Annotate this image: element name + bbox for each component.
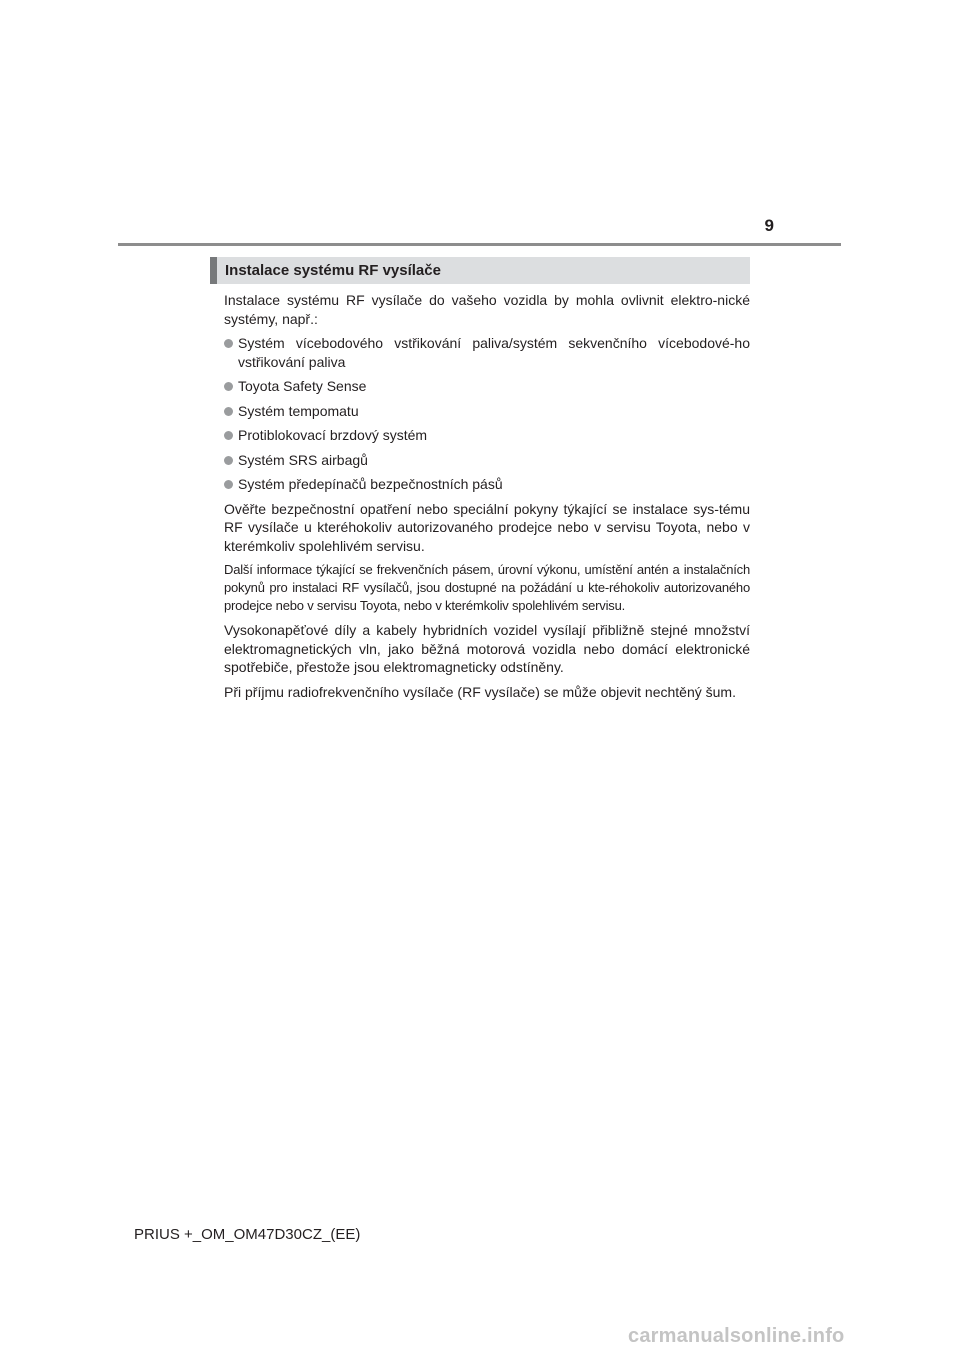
- list-item-text: Systém tempomatu: [238, 402, 359, 419]
- section-heading: [210, 257, 750, 284]
- section-content: [224, 291, 750, 707]
- list-item-text: Systém SRS airbagů: [238, 451, 368, 468]
- bullet-dot-icon: [224, 480, 233, 489]
- list-item: [224, 426, 750, 445]
- list-item-text: Protiblokovací brzdový systém: [238, 427, 428, 443]
- body-paragraph: Při příjmu radiofrekvenčního vysílače (RF vysílače) se může objevit nechtěný šum.: [224, 683, 736, 700]
- list-item: [224, 334, 750, 371]
- page-number: 9: [764, 216, 774, 235]
- body-paragraph: Ověřte bezpečnostní opatření nebo speciální pokyny týkající se instalace sys-tému RF vysílače u kteréhokoliv autorizovaného prodejce nebo v servisu Toyota, nebo v kterémkoliv spolehlivém servisu.: [224, 500, 750, 554]
- list-item: [224, 451, 750, 470]
- watermark-logo: carmanualsonline.info: [628, 1325, 845, 1347]
- list-item: [224, 402, 750, 421]
- bullet-dot-icon: [224, 431, 233, 440]
- list-item-text: Systém vícebodového vstřikování paliva/systém sekvenčního vícebodové-ho vstřikování paliva: [238, 335, 750, 370]
- body-paragraph: Další informace týkající se frekvenčních pásem, úrovní výkonu, umístění antén a instalačních pokynů pro instalaci RF vysílačů, jsou dostupné na požádání u kte-réhokoliv autorizovaného prodejce nebo v servisu Toyota, nebo v kterémkoliv spolehlivém servisu.: [224, 562, 750, 613]
- list-item-text: Toyota Safety Sense: [238, 378, 367, 394]
- list-item: [224, 377, 750, 396]
- bullet-dot-icon: [224, 456, 233, 465]
- bullet-dot-icon: [224, 407, 233, 416]
- bullet-dot-icon: [224, 382, 233, 391]
- header-rule: [118, 243, 841, 246]
- affected-systems-list: [224, 334, 750, 494]
- intro-paragraph: Instalace systému RF vysílače do vašeho vozidla by mohla ovlivnit elektro-nické systémy, např.:: [224, 292, 750, 327]
- list-item: [224, 475, 750, 494]
- body-paragraph: Vysokonapěťové díly a kabely hybridních vozidel vysílají přibližně stejné množství elektromagnetických vln, jako běžná motorová vozidla nebo domácí elektronické spotřebiče, přestože jsou elektromagneticky odstíněny.: [224, 622, 750, 675]
- section-heading-text: Instalace systému RF vysílače: [225, 262, 441, 279]
- bullet-dot-icon: [224, 339, 233, 348]
- list-item-text: Systém předepínačů bezpečnostních pásů: [238, 476, 503, 492]
- footer-document-code: PRIUS +_OM_OM47D30CZ_(EE): [134, 1226, 361, 1243]
